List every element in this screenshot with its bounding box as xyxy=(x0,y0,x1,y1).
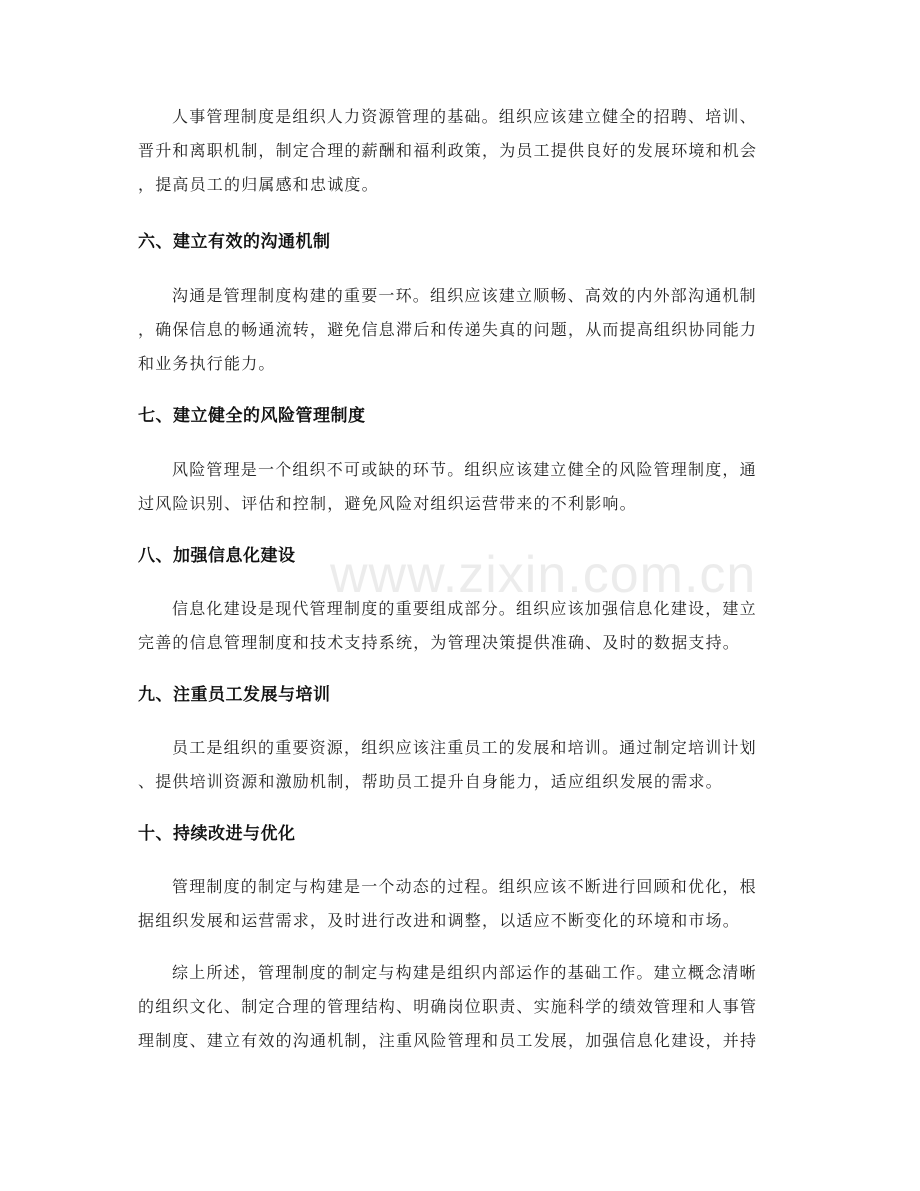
section-heading-6: 六、建立有效的沟通机制 xyxy=(138,232,331,252)
section-heading-8: 八、加强信息化建设 xyxy=(138,546,296,566)
text-line: 的组织文化、制定合理的管理结构、明确岗位职责、实施科学的绩效管理和人事管 xyxy=(138,997,758,1016)
text-line: 和业务执行能力。 xyxy=(138,354,276,373)
text-line: ，提高员工的归属感和忠诚度。 xyxy=(138,175,379,194)
text-line: 管理制度的制定与构建是一个动态的过程。组织应该不断进行回顾和优化，根 xyxy=(172,877,757,896)
paragraph-informatization xyxy=(138,592,798,660)
text-line: 人事管理制度是组织人力资源管理的基础。组织应该建立健全的招聘、培训、 xyxy=(172,107,757,126)
text-line: 员工是组织的重要资源，组织应该注重员工的发展和培训。通过制定培训计划 xyxy=(172,738,757,757)
text-line: 完善的信息管理制度和技术支持系统，为管理决策提供准确、及时的数据支持。 xyxy=(138,633,741,652)
paragraph-risk-management xyxy=(138,453,798,521)
watermark: www.zixin.com.cn xyxy=(330,546,757,604)
paragraph-continuous-improvement xyxy=(138,870,798,938)
section-heading-9: 九、注重员工发展与培训 xyxy=(138,685,331,705)
text-line: 据组织发展和运营需求，及时进行改进和调整，以适应不断变化的环境和市场。 xyxy=(138,911,741,930)
text-line: 风险管理是一个组织不可或缺的环节。组织应该建立健全的风险管理制度，通 xyxy=(172,460,757,479)
paragraph-hr-system xyxy=(138,100,798,202)
section-heading-7: 七、建立健全的风险管理制度 xyxy=(138,406,366,426)
text-line: 晋升和离职机制，制定合理的薪酬和福利政策，为员工提供良好的发展环境和机会 xyxy=(138,141,758,160)
text-line: 、提供培训资源和激励机制，帮助员工提升自身能力，适应组织发展的需求。 xyxy=(138,772,723,791)
text-line: 综上所述，管理制度的制定与构建是组织内部运作的基础工作。建立概念清晰 xyxy=(172,963,757,982)
text-line: 沟通是管理制度构建的重要一环。组织应该建立顺畅、高效的内外部沟通机制 xyxy=(172,286,757,305)
text-line: 理制度、建立有效的沟通机制，注重风险管理和员工发展，加强信息化建设，并持 xyxy=(138,1031,758,1050)
text-line: ，确保信息的畅通流转，避免信息滞后和传递失真的问题，从而提高组织协同能力 xyxy=(138,320,758,339)
paragraph-summary xyxy=(138,956,798,1058)
text-line: 过风险识别、评估和控制，避免风险对组织运营带来的不利影响。 xyxy=(138,494,637,513)
paragraph-communication xyxy=(138,279,798,381)
section-heading-10: 十、持续改进与优化 xyxy=(138,824,296,844)
paragraph-employee-development xyxy=(138,731,798,799)
text-line: 信息化建设是现代管理制度的重要组成部分。组织应该加强信息化建设，建立 xyxy=(172,599,757,618)
